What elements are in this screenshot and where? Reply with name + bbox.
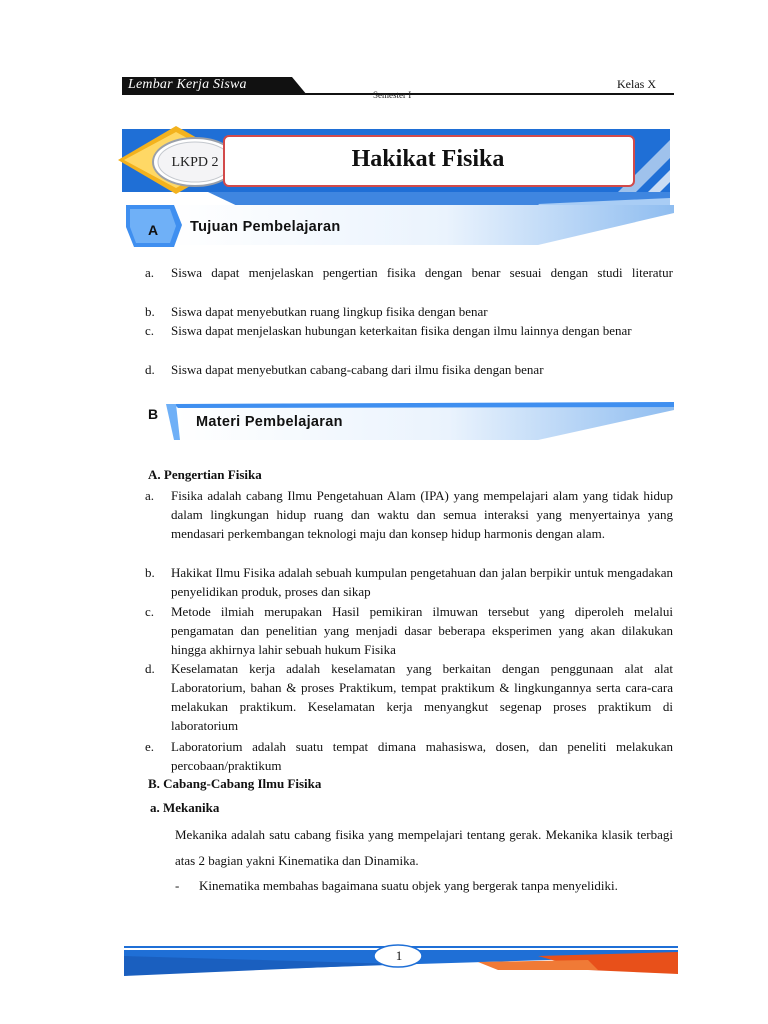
list-marker: c. — [145, 604, 155, 619]
bullet-marker: - — [175, 878, 180, 893]
header-semester: Semester I — [373, 90, 412, 100]
part-a-heading: A. Pengertian Fisika — [148, 467, 262, 482]
list-item — [145, 563, 673, 601]
list-item — [145, 302, 673, 321]
page-number: 1 — [395, 948, 403, 963]
list-marker: b. — [145, 304, 155, 319]
list-text: Siswa dapat menyebutkan cabang-cabang dari ilmu fisika dengan benar — [171, 362, 544, 377]
kinematika-bullet: Kinematika membahas bagaimana suatu objek yang bergerak tanpa menyelidiki. — [199, 878, 618, 893]
part-b-heading: B. Cabang-Cabang Ilmu Fisika — [148, 776, 322, 791]
list-marker: d. — [145, 661, 155, 676]
list-text: Siswa dapat menyebutkan ruang lingkup fisika dengan benar — [171, 304, 488, 319]
list-marker: c. — [145, 323, 155, 338]
header-class: Kelas X — [617, 77, 656, 91]
lkpd-badge: LKPD 2 — [171, 155, 219, 170]
list-text: Siswa dapat menjelaskan hubungan keterkaitan fisika dengan ilmu lainnya dengan benar — [171, 323, 632, 338]
list-marker: b. — [145, 565, 155, 580]
list-text: Keselamatan kerja adalah keselamatan yang berkaitan dengan penggunaan alat alat Laboratorium, bahan & proses Praktikum, tempat praktikum & lingkungannya serta cara-cara melakukan praktikum. Keselamatan kerja menyangkut segenap proses praktikum di laboratorium — [171, 661, 673, 733]
list-item — [145, 360, 673, 379]
list-text: Metode ilmiah merupakan Hasil pemikiran ilmuwan tersebut yang diperoleh melalui pengamatan dan penelitian yang menjadi dasar beberapa eksperimen yang akan dilakukan hingga akhirnya lahir sebuah hukum Fisika — [171, 604, 673, 657]
list-item — [145, 486, 673, 543]
section-b-title: Materi Pembelajaran — [196, 414, 343, 430]
section-b-letter: B — [148, 406, 159, 422]
list-item — [145, 659, 673, 735]
header-title: Lembar Kerja Siswa — [128, 77, 247, 92]
section-a-letter: A — [148, 222, 159, 238]
list-text: Hakikat Ilmu Fisika adalah sebuah kumpulan pengetahuan dan jalan berpikir untuk mengadakan penyelidikan produk, proses dan sikap — [171, 565, 673, 599]
page-title: Hakikat Fisika — [351, 146, 505, 172]
list-marker: e. — [145, 739, 155, 754]
list-marker: d. — [145, 362, 155, 377]
list-item — [145, 602, 673, 659]
list-marker: a. — [145, 488, 155, 503]
list-marker: a. — [145, 265, 155, 280]
section-a-title: Tujuan Pembelajaran — [190, 219, 341, 235]
list-item — [145, 263, 673, 282]
mekanika-paragraph: Mekanika adalah satu cabang fisika yang mempelajari tentang gerak. Mekanika klasik terbagi atas 2 bagian yakni Kinematika dan Dinamika. — [175, 827, 673, 868]
list-text: Siswa dapat menjelaskan pengertian fisika dengan benar sesuai dengan studi literatur — [171, 265, 673, 280]
list-text: Laboratorium adalah suatu tempat dimana mahasiswa, dosen, dan peneliti melakukan percobaan/praktikum — [171, 739, 673, 773]
list-text: Fisika adalah cabang Ilmu Pengetahuan Alam (IPA) yang mempelajari alam yang tidak hidup dalam lingkungan hidup ruang dan waktu dan semua interaksi yang menyertainya yang mendasari perkembangan teknologi maju dan konsep hidup harmonis dengan alam. — [171, 488, 673, 541]
list-item — [145, 737, 673, 775]
mekanika-heading: a. Mekanika — [150, 800, 220, 815]
list-item — [145, 321, 673, 340]
